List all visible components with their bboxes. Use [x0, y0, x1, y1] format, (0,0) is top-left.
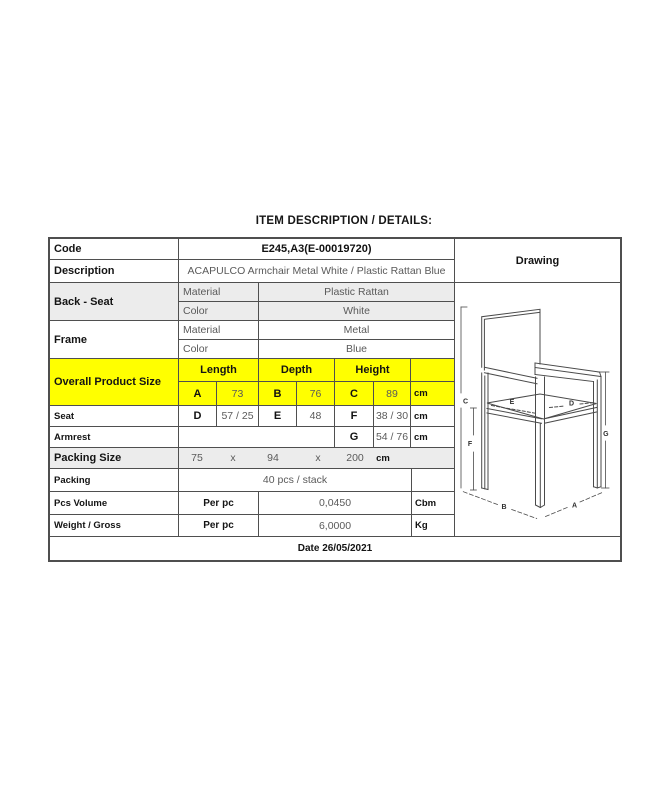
dim-d-letter: D	[179, 406, 217, 426]
dim-c-value: 89	[374, 382, 411, 405]
color-value: White	[343, 305, 370, 317]
dim-g-letter: G	[335, 427, 374, 447]
date-row: Date 26/05/2021	[50, 536, 620, 560]
weight-unit: Kg	[415, 520, 428, 531]
material-value: Plastic Rattan	[324, 286, 389, 298]
pcs-volume-row	[50, 492, 454, 515]
dim-a-letter: A	[179, 382, 217, 405]
multiply-sign: x	[230, 452, 236, 464]
code-row	[50, 239, 454, 260]
frame-material-row	[179, 321, 454, 340]
drawing-area	[455, 283, 620, 536]
dim-b-letter: B	[259, 382, 297, 405]
overall-size-group	[50, 359, 454, 406]
dim-label-e: E	[509, 399, 515, 406]
dim-label-g: G	[603, 431, 609, 438]
frame-label: Frame	[50, 321, 179, 358]
packing-size-h: 200	[346, 452, 364, 464]
dim-e-value: 48	[297, 406, 335, 426]
weight-per: Per pc	[179, 515, 259, 536]
seat-label: Seat	[50, 406, 179, 426]
multiply-sign: x	[315, 452, 321, 464]
code-label: Code	[50, 239, 179, 259]
material-key: Material	[179, 321, 259, 339]
material-value: Metal	[343, 324, 370, 336]
dim-label-c: C	[462, 398, 469, 406]
dim-c-letter: C	[335, 382, 374, 405]
page-title: ITEM DESCRIPTION / DETAILS:	[255, 215, 433, 227]
dim-e-letter: E	[259, 406, 297, 426]
back-seat-label: Back - Seat	[50, 283, 179, 320]
drawing-header: Drawing	[455, 239, 620, 283]
pcs-volume-value: 0,0450	[259, 492, 412, 514]
drawing-column	[455, 239, 620, 536]
weight-row	[50, 515, 454, 536]
back-seat-color-row	[179, 302, 454, 320]
packing-unit-spacer	[412, 469, 454, 491]
dim-a-value: 73	[217, 382, 259, 405]
armrest-unit: cm	[414, 431, 428, 443]
weight-label: Weight / Gross	[50, 515, 179, 536]
pcs-volume-per: Per pc	[179, 492, 259, 514]
dim-f-letter: F	[335, 406, 374, 426]
color-key: Color	[179, 302, 259, 320]
description-row	[50, 260, 454, 283]
armrest-label: Armrest	[50, 427, 179, 447]
overall-unit: cm	[414, 388, 428, 399]
spec-table-main	[50, 239, 455, 536]
packing-size-d: 94	[267, 452, 279, 464]
length-header: Length	[179, 359, 259, 381]
unit-header-spacer	[411, 359, 454, 381]
overall-size-label: Overall Product Size	[50, 359, 179, 405]
color-key: Color	[179, 340, 259, 358]
dim-label-f: F	[467, 441, 473, 448]
back-seat-material-row	[179, 283, 454, 302]
armrest-row	[50, 427, 454, 448]
frame-color-row	[179, 340, 454, 358]
dim-b-value: 76	[297, 382, 335, 405]
dim-label-b: B	[501, 504, 507, 511]
packing-size-row	[50, 448, 454, 469]
pcs-volume-unit: Cbm	[415, 497, 437, 509]
dim-f-value: 38 / 30	[374, 406, 411, 426]
packing-value: 40 pcs / stack	[179, 469, 412, 491]
weight-value: 6,0000	[259, 515, 412, 536]
packing-label: Packing	[50, 469, 179, 491]
frame-group	[50, 321, 454, 359]
dim-label-a: A	[571, 502, 578, 510]
code-value: E245,A3(E-00019720)	[261, 243, 372, 255]
pcs-volume-label: Pcs Volume	[50, 492, 179, 514]
dim-d-value: 57 / 25	[217, 406, 259, 426]
height-header: Height	[335, 359, 411, 381]
dim-label-d: D	[568, 400, 575, 408]
spec-table	[48, 237, 622, 562]
chair-drawing	[455, 283, 617, 537]
color-value: Blue	[345, 343, 367, 355]
size-value-row	[179, 382, 454, 405]
back-seat-group	[50, 283, 454, 321]
packing-size-w: 75	[191, 452, 203, 464]
packing-size-unit: cm	[376, 452, 390, 464]
size-header-row	[179, 359, 454, 382]
dim-g-value: 54 / 76	[374, 427, 411, 447]
description-label: Description	[50, 260, 179, 282]
seat-row	[50, 406, 454, 427]
depth-header: Depth	[259, 359, 335, 381]
seat-unit: cm	[414, 410, 428, 422]
material-key: Material	[179, 283, 259, 301]
packing-size-label: Packing Size	[50, 448, 179, 468]
armrest-spacer	[179, 427, 335, 447]
packing-row	[50, 469, 454, 492]
packing-size-values	[179, 448, 454, 468]
description-value: ACAPULCO Armchair Metal White / Plastic Rattan Blue	[187, 265, 446, 277]
